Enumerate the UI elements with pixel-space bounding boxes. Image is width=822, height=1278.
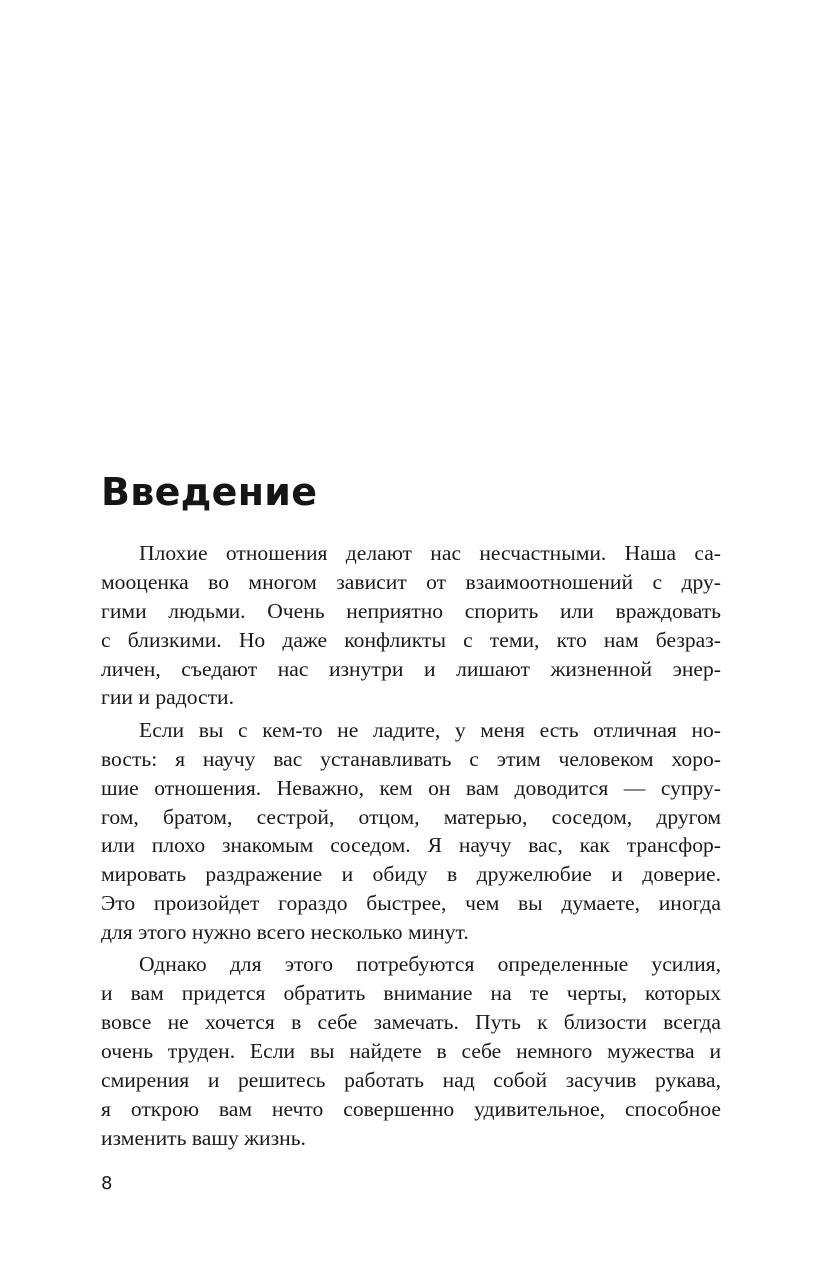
text-line: мировать раздражение и обиду в дружелюбие и доверие. [101,862,721,887]
text-line: изменить вашу жизнь. [101,1125,306,1150]
text-line: с близкими. Но даже конфликты с теми, кто нам безраз- [101,627,721,652]
text-line: или плохо знакомым соседом. Я научу вас, как трансфор- [101,833,721,858]
body-text [101,539,721,1156]
text-line: Если вы с кем-то не ладите, у меня есть отличная но- [139,717,721,742]
text-line: смирения и решитесь работать над собой засучив рукава, [101,1068,721,1093]
paragraph [101,716,721,947]
text-line: мооценка во многом зависит от взаимоотношений с дру- [101,569,721,594]
paragraph [101,539,721,712]
text-line: Это произойдет гораздо быстрее, чем вы думаете, иногда [101,891,721,916]
text-line: гими людьми. Очень неприятно спорить или враждовать [101,598,721,623]
text-line: личен, съедают нас изнутри и лишают жизненной энер- [101,656,721,681]
text-line: шие отношения. Неважно, кем он вам доводится — супру- [101,775,721,800]
text-line: гии и радости. [101,685,234,710]
text-line: для этого нужно всего несколько минут. [101,920,469,945]
text-line: вовсе не хочется в себе замечать. Путь к близости всегда [101,1010,721,1035]
text-line: вость: я научу вас устанавливать с этим человеком хоро- [101,746,721,771]
text-line: я открою вам нечто совершенно удивительное, способное [101,1096,721,1121]
text-line: и вам придется обратить внимание на те черты, которых [101,981,721,1006]
paragraph [101,950,721,1152]
text-line: очень труден. Если вы найдете в себе немного мужества и [101,1039,721,1064]
text-line: гом, братом, сестрой, отцом, матерью, соседом, другом [101,804,721,829]
page-number: 8 [101,1173,113,1194]
text-line: Однако для этого потребуются определенные усилия, [139,952,721,977]
text-line: Плохие отношения делают нас несчастными. Наша са- [139,541,721,565]
chapter-title: Введение [101,470,318,514]
